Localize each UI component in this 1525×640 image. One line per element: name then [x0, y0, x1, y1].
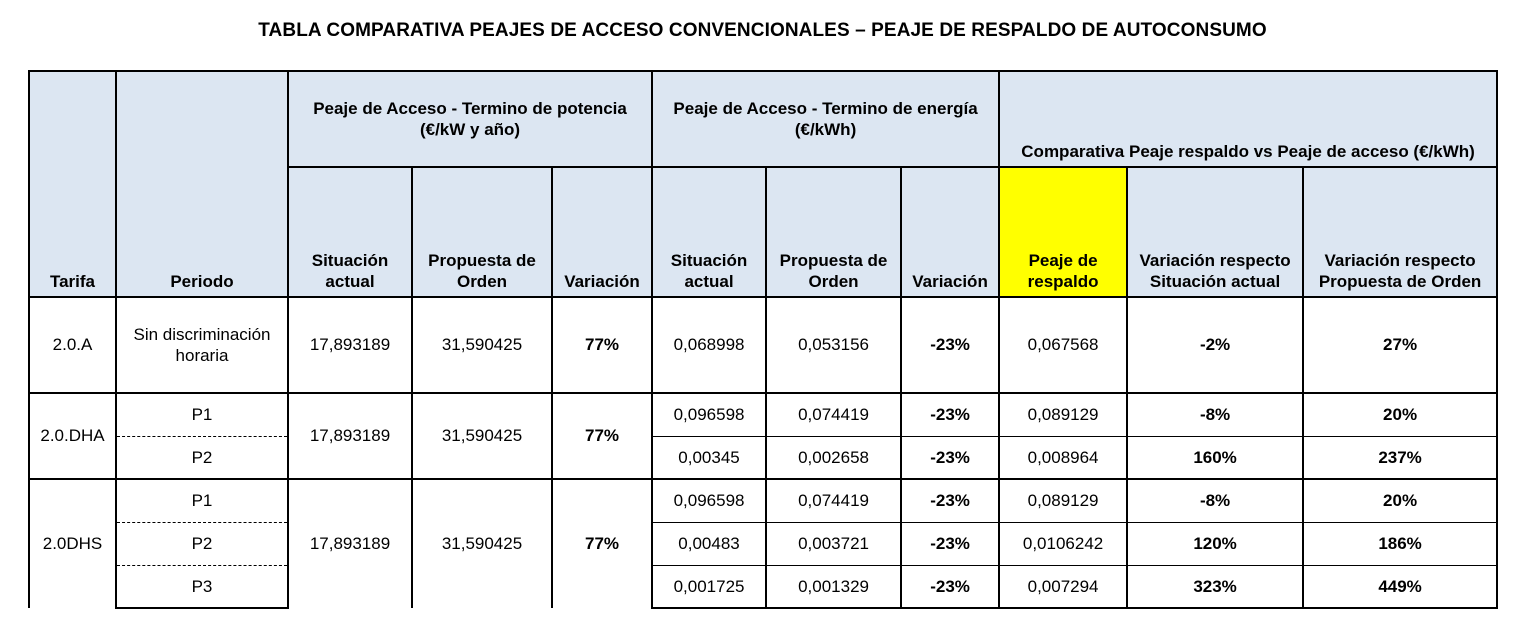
cell-en-variacion: -23% — [901, 479, 999, 522]
cell-periodo: P3 — [116, 565, 288, 608]
cell-en-actual: 0,096598 — [652, 479, 766, 522]
cell-en-actual: 0,00483 — [652, 522, 766, 565]
table-row — [29, 565, 1497, 608]
cell-respaldo: 0,067568 — [999, 297, 1127, 393]
cell-var-actual: -8% — [1127, 479, 1303, 522]
cell-var-propuesta: 186% — [1303, 522, 1497, 565]
cell-pot-propuesta: 31,590425 — [412, 297, 552, 393]
header-periodo: Periodo — [116, 71, 288, 297]
header-tarifa: Tarifa — [29, 71, 116, 297]
cell-pot-actual: 17,893189 — [288, 479, 412, 608]
cell-periodo: Sin discriminación horaria — [116, 297, 288, 393]
cell-respaldo: 0,007294 — [999, 565, 1127, 608]
header-pot-propuesta-orden: Propuesta de Orden — [412, 167, 552, 297]
cell-var-actual: 323% — [1127, 565, 1303, 608]
cell-var-actual: 160% — [1127, 436, 1303, 479]
table-body — [29, 297, 1497, 608]
cell-en-actual: 0,068998 — [652, 297, 766, 393]
cell-en-variacion: -23% — [901, 522, 999, 565]
cell-en-actual: 0,096598 — [652, 393, 766, 436]
table-row — [29, 393, 1497, 436]
header-var-situacion-actual: Variación respecto Situación actual — [1127, 167, 1303, 297]
cell-var-propuesta: 20% — [1303, 393, 1497, 436]
header-group-comparativa: Comparativa Peaje respaldo vs Peaje de acceso (€/kWh) — [999, 71, 1497, 167]
header-en-propuesta-orden: Propuesta de Orden — [766, 167, 901, 297]
cell-var-propuesta: 237% — [1303, 436, 1497, 479]
cell-respaldo: 0,089129 — [999, 479, 1127, 522]
cell-en-propuesta: 0,002658 — [766, 436, 901, 479]
table-row — [29, 479, 1497, 522]
table-row — [29, 297, 1497, 393]
table-header — [29, 71, 1497, 297]
cell-var-actual: -8% — [1127, 393, 1303, 436]
cell-respaldo: 0,089129 — [999, 393, 1127, 436]
table-row — [29, 436, 1497, 479]
cell-periodo: P1 — [116, 479, 288, 522]
cell-tarifa: 2.0.DHA — [29, 393, 116, 479]
cell-var-propuesta: 20% — [1303, 479, 1497, 522]
header-pot-variacion: Variación — [552, 167, 652, 297]
cell-en-variacion: -23% — [901, 393, 999, 436]
cell-var-propuesta: 27% — [1303, 297, 1497, 393]
cell-pot-propuesta: 31,590425 — [412, 479, 552, 608]
header-group-energia: Peaje de Acceso - Termino de energía (€/kWh) — [652, 71, 999, 167]
cell-respaldo: 0,008964 — [999, 436, 1127, 479]
table-row — [29, 522, 1497, 565]
cell-en-propuesta: 0,003721 — [766, 522, 901, 565]
cell-periodo: P1 — [116, 393, 288, 436]
cell-pot-actual: 17,893189 — [288, 393, 412, 479]
cell-en-propuesta: 0,074419 — [766, 479, 901, 522]
cell-en-variacion: -23% — [901, 436, 999, 479]
cell-pot-variacion: 77% — [552, 479, 652, 608]
cell-pot-actual: 17,893189 — [288, 297, 412, 393]
cell-respaldo: 0,0106242 — [999, 522, 1127, 565]
header-en-variacion: Variación — [901, 167, 999, 297]
cell-var-actual: -2% — [1127, 297, 1303, 393]
cell-periodo: P2 — [116, 522, 288, 565]
header-pot-situacion-actual: Situación actual — [288, 167, 412, 297]
cell-en-propuesta: 0,053156 — [766, 297, 901, 393]
cell-var-actual: 120% — [1127, 522, 1303, 565]
cell-en-propuesta: 0,001329 — [766, 565, 901, 608]
cell-tarifa: 2.0.A — [29, 297, 116, 393]
cell-pot-variacion: 77% — [552, 393, 652, 479]
cell-pot-propuesta: 31,590425 — [412, 393, 552, 479]
cell-en-propuesta: 0,074419 — [766, 393, 901, 436]
cell-periodo: P2 — [116, 436, 288, 479]
cell-pot-variacion: 77% — [552, 297, 652, 393]
cell-en-actual: 0,001725 — [652, 565, 766, 608]
header-peaje-respaldo: Peaje de respaldo — [999, 167, 1127, 297]
cell-en-variacion: -23% — [901, 297, 999, 393]
cell-en-actual: 0,00345 — [652, 436, 766, 479]
cell-tarifa: 2.0DHS — [29, 479, 116, 608]
cell-en-variacion: -23% — [901, 565, 999, 608]
cell-var-propuesta: 449% — [1303, 565, 1497, 608]
header-var-propuesta-orden: Variación respecto Propuesta de Orden — [1303, 167, 1497, 297]
header-group-potencia: Peaje de Acceso - Termino de potencia (€/kW y año) — [288, 71, 652, 167]
comparison-table — [28, 70, 1498, 609]
table-title: TABLA COMPARATIVA PEAJES DE ACCESO CONVENCIONALES – PEAJE DE RESPALDO DE AUTOCONSUMO — [258, 20, 1267, 41]
header-en-situacion-actual: Situación actual — [652, 167, 766, 297]
